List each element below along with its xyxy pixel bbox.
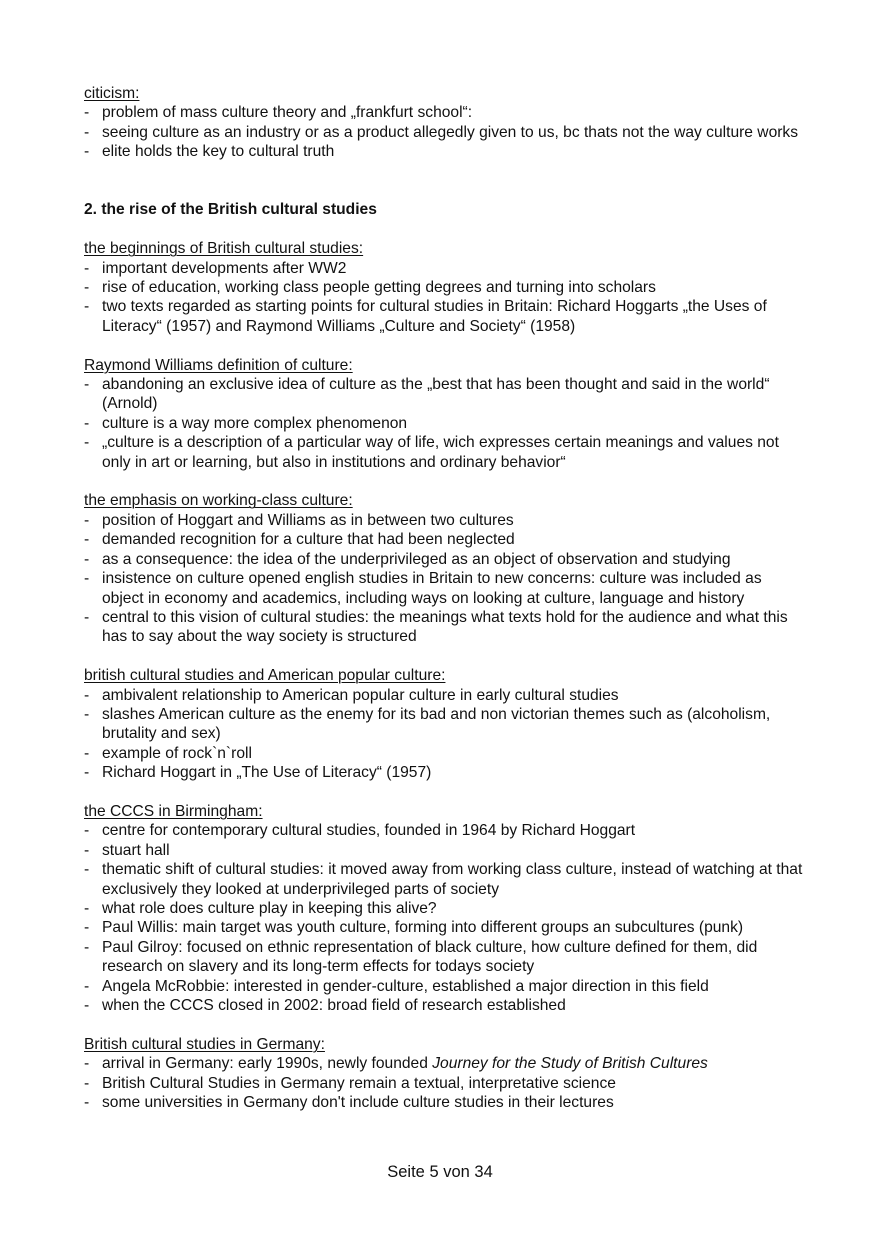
section-cccs-birmingham <box>84 802 804 1015</box>
section-american-popular-culture <box>84 666 804 782</box>
bullet-dash-icon: - <box>84 899 90 917</box>
bullet-dash-icon: - <box>84 511 90 529</box>
bullet-dash-icon: - <box>84 977 90 995</box>
list-item: - Richard Hoggart in „The Use of Literacy“ (1957) <box>84 764 432 782</box>
list-item: - elite holds the key to cultural truth <box>84 143 335 161</box>
list-item: - central to this vision of cultural studies: the meanings what texts hold for the audience and what this has to say about the way society is structured <box>84 608 788 646</box>
bullet-list <box>84 1054 804 1112</box>
list-item: - position of Hoggart and Williams as in between two cultures <box>84 511 514 529</box>
list-item: - two texts regarded as starting points for cultural studies in Britain: Richard Hoggarts „the Uses of Literacy“ (1957) and Raymond Williams „Culture and Society“ (1958) <box>84 298 767 335</box>
list-item: - abandoning an exclusive idea of culture as the „best that has been thought and said in the world“ (Arnold) <box>84 376 770 413</box>
bullet-dash-icon: - <box>84 1074 90 1092</box>
section-working-class-culture <box>84 491 804 646</box>
bullet-dash-icon: - <box>84 938 90 956</box>
section-beginnings <box>84 239 804 336</box>
bullet-dash-icon: - <box>84 434 90 452</box>
list-item: - demanded recognition for a culture that had been neglected <box>84 531 515 549</box>
list-item: - Paul Gilroy: focused on ethnic representation of black culture, how culture defined for them, did research on slavery and its long-term effects for todays society <box>84 938 758 976</box>
bullet-dash-icon: - <box>84 608 90 626</box>
list-item: - slashes American culture as the enemy for its bad and non victorian themes such as (alcoholism, brutality and sex) <box>84 705 771 743</box>
bullet-dash-icon: - <box>84 841 90 859</box>
list-item: - as a consequence: the idea of the underprivileged as an object of observation and studying <box>84 550 731 568</box>
bullet-dash-icon: - <box>84 531 90 549</box>
bullet-dash-icon: - <box>84 143 90 161</box>
list-item: - thematic shift of cultural studies: it moved away from working class culture, instead of watching at that exclusively they looked at underprivileged parts of society <box>84 861 803 898</box>
section-heading: the beginnings of British cultural studies: <box>84 240 364 258</box>
list-item: - some universities in Germany don't include culture studies in their lectures <box>84 1094 614 1112</box>
bullet-dash-icon: - <box>84 705 90 723</box>
bullet-list <box>84 821 804 1015</box>
list-item: - rise of education, working class people getting degrees and turning into scholars <box>84 279 656 297</box>
section-williams-definition <box>84 356 804 472</box>
list-item: - insistence on culture opened english studies in Britain to new concerns: culture was included as object in economy and academics, including ways on looking at culture, language and history <box>84 570 762 607</box>
section-heading: Raymond Williams definition of culture: <box>84 356 353 374</box>
list-item: - arrival in Germany: early 1990s, newly founded Journey for the Study of British Cultures <box>84 1055 708 1073</box>
list-item: - culture is a way more complex phenomenon <box>84 414 408 432</box>
bullet-dash-icon: - <box>84 279 90 297</box>
bullet-dash-icon: - <box>84 550 90 568</box>
section-heading: the emphasis on working-class culture: <box>84 492 353 510</box>
bullet-dash-icon: - <box>84 686 90 704</box>
bullet-list <box>84 375 804 472</box>
bullet-dash-icon: - <box>84 104 90 122</box>
bullet-list <box>84 686 804 783</box>
list-item: - British Cultural Studies in Germany remain a textual, interpretative science <box>84 1074 616 1092</box>
bullet-list <box>84 259 804 337</box>
list-item: - ambivalent relationship to American popular culture in early cultural studies <box>84 686 619 704</box>
section-heading: citicism: <box>84 85 140 102</box>
bullet-dash-icon: - <box>84 1094 90 1112</box>
list-item: - „culture is a description of a particular way of life, wich expresses certain meanings and values not only in art or learning, but also in institutions and ordinary behavior“ <box>84 434 779 471</box>
bullet-dash-icon: - <box>84 298 90 316</box>
section-heading: British cultural studies in Germany: <box>84 1035 325 1053</box>
section-heading: the CCCS in Birmingham: <box>84 802 263 820</box>
bullet-dash-icon: - <box>84 764 90 782</box>
list-item: - what role does culture play in keeping this alive? <box>84 899 437 917</box>
document-page <box>84 84 804 1112</box>
list-item: - problem of mass culture theory and „frankfurt school“: <box>84 104 473 122</box>
bullet-dash-icon: - <box>84 861 90 879</box>
list-item: - stuart hall <box>84 841 170 859</box>
bullet-dash-icon: - <box>84 1055 90 1073</box>
bullet-dash-icon: - <box>84 376 90 394</box>
bullet-dash-icon: - <box>84 570 90 588</box>
bullet-dash-icon: - <box>84 822 90 840</box>
list-item: - Paul Willis: main target was youth culture, forming into different groups an subcultures (punk) <box>84 919 744 937</box>
list-item: - Angela McRobbie: interested in gender-culture, established a major direction in this field <box>84 977 709 995</box>
bullet-dash-icon: - <box>84 919 90 937</box>
list-item: - centre for contemporary cultural studies, founded in 1964 by Richard Hoggart <box>84 822 636 840</box>
section-germany <box>84 1035 804 1113</box>
bullet-dash-icon: - <box>84 259 90 277</box>
list-item: - important developments after WW2 <box>84 259 347 277</box>
page-number-footer: Seite 5 von 34 <box>387 1163 493 1181</box>
bullet-dash-icon: - <box>84 744 90 762</box>
bullet-dash-icon: - <box>84 123 90 141</box>
list-item: - when the CCCS closed in 2002: broad field of research established <box>84 997 566 1014</box>
bullet-list <box>84 103 804 161</box>
bullet-list <box>84 511 804 647</box>
list-item: - seeing culture as an industry or as a product allegedly given to us, bc thats not the way culture works <box>84 123 799 141</box>
list-item: - example of rock`n`roll <box>84 744 252 762</box>
chapter-title: 2. the rise of the British cultural studies <box>84 201 377 219</box>
section-heading: british cultural studies and American popular culture: <box>84 667 446 685</box>
journal-title: Journey for the Study of British Cultures <box>432 1055 708 1073</box>
bullet-dash-icon: - <box>84 414 90 432</box>
section-criticism <box>84 84 804 162</box>
bullet-dash-icon: - <box>84 997 90 1014</box>
